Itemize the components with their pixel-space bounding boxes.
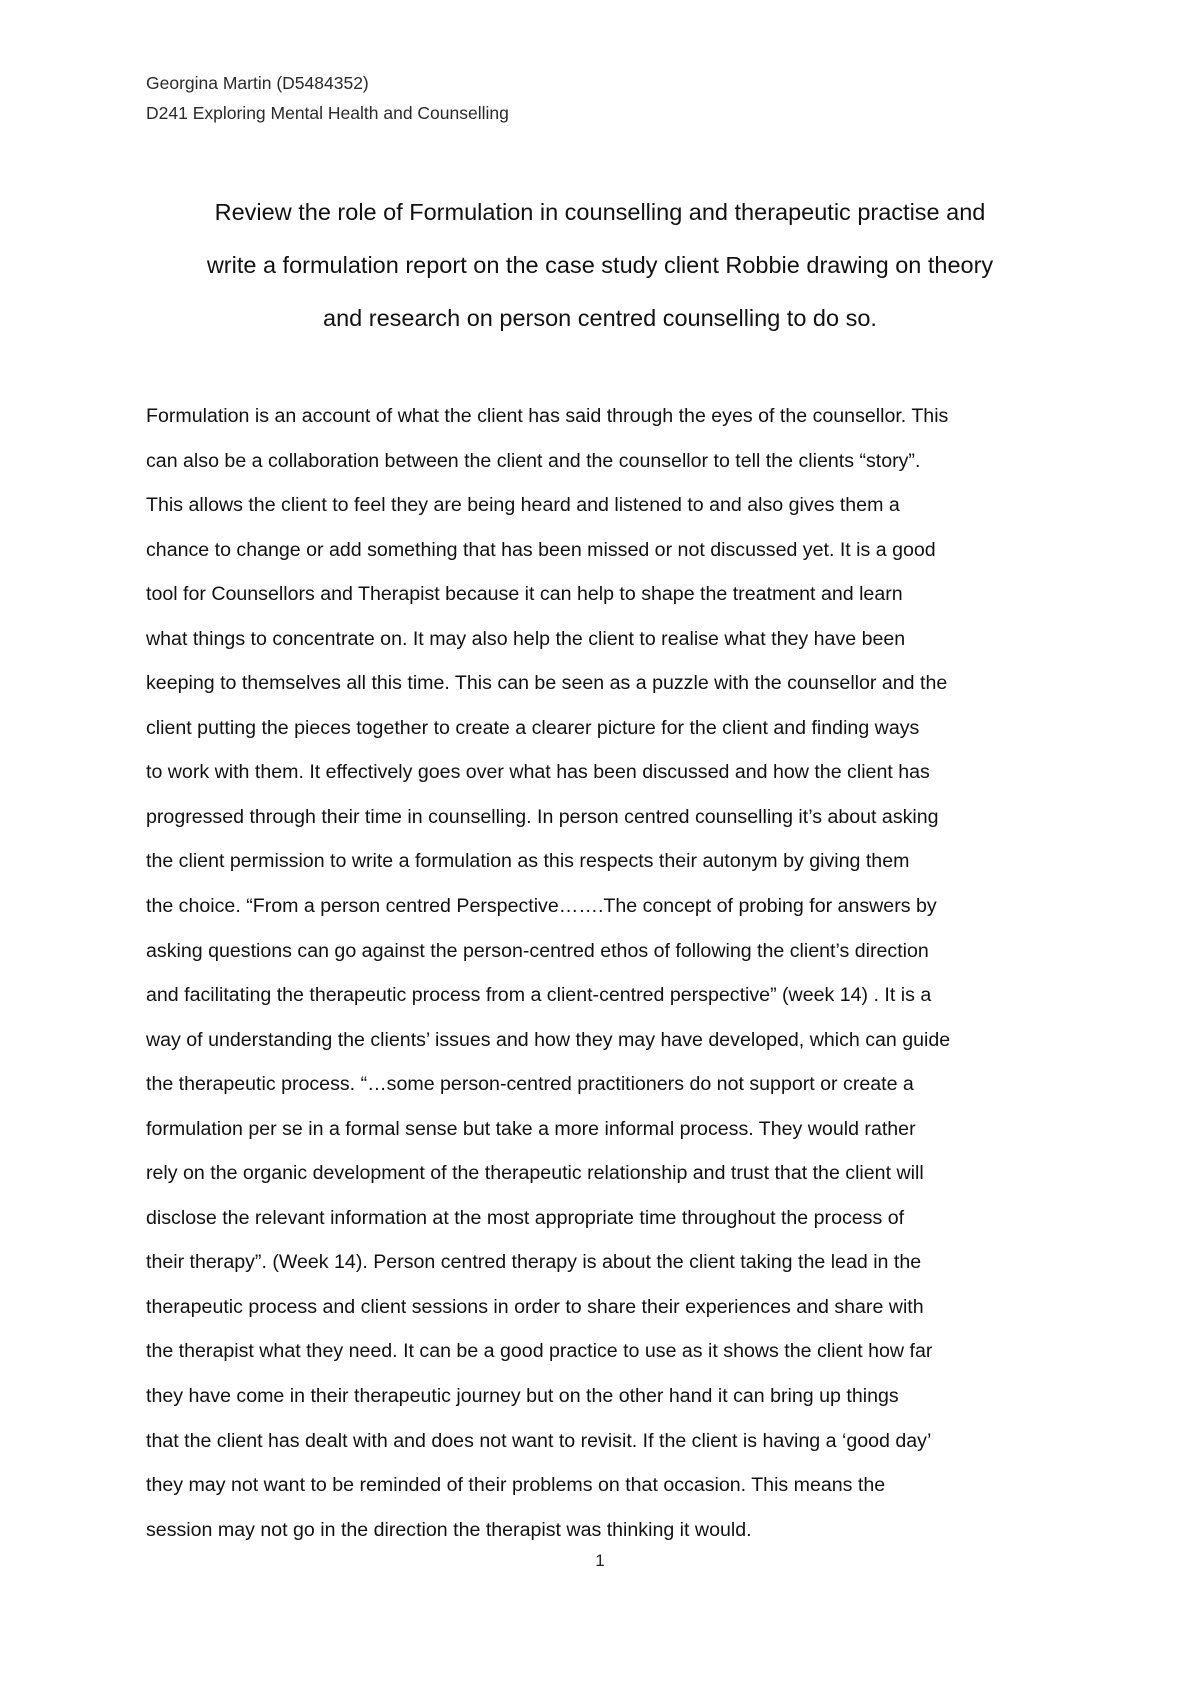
body-line: the therapist what they need. It can be a good practice to use as it shows the client how far [146,1340,933,1363]
body-line: their therapy”. (Week 14). Person centred therapy is about the client taking the lead in the [146,1251,922,1274]
body-line: tool for Counsellors and Therapist because it can help to shape the treatment and learn [146,583,903,606]
author-line: Georgina Martin (D5484352) [146,73,369,93]
body-line: the choice. “From a person centred Perspective…….The concept of probing for answers by [146,895,937,918]
body-line: way of understanding the clients’ issues and how they may have developed, which can guide [146,1028,951,1051]
body-line: client putting the pieces together to create a clearer picture for the client and finding ways [146,716,920,739]
body-line: the therapeutic process. “…some person-centred practitioners do not support or create a [146,1073,914,1096]
body-line: session may not go in the direction the therapist was thinking it would. [146,1518,752,1541]
course-line: D241 Exploring Mental Health and Counselling [146,103,509,123]
body-paragraph [146,394,1076,1552]
body-line: therapeutic process and client sessions in order to share their experiences and share with [146,1295,924,1318]
body-line: progressed through their time in counselling. In person centred counselling it’s about asking [146,805,939,828]
body-line: and facilitating the therapeutic process from a client-centred perspective” (week 14) . It is a [146,984,932,1007]
body-line: they have come in their therapeutic journey but on the other hand it can bring up things [146,1385,899,1408]
body-line: asking questions can go against the person-centred ethos of following the client’s direction [146,939,929,962]
body-line: to work with them. It effectively goes over what has been discussed and how the client has [146,761,930,784]
body-line: the client permission to write a formulation as this respects their autonym by giving them [146,850,910,873]
body-line: can also be a collaboration between the client and the counsellor to tell the clients “story”. [146,449,921,472]
body-line: formulation per se in a formal sense but take a more informal process. They would rather [146,1117,916,1140]
body-line: This allows the client to feel they are being heard and listened to and also gives them a [146,494,900,517]
body-line: they may not want to be reminded of their problems on that occasion. This means the [146,1474,886,1497]
page-number: 1 [595,1551,605,1570]
body-line: chance to change or add something that has been missed or not discussed yet. It is a good [146,538,936,561]
body-line: Formulation is an account of what the client has said through the eyes of the counsellor. This [146,405,949,427]
title-line: write a formulation report on the case study client Robbie drawing on theory [206,252,994,278]
body-line: that the client has dealt with and does not want to revisit. If the client is having a ‘good day’ [146,1429,932,1452]
body-line: what things to concentrate on. It may also help the client to realise what they have been [146,627,906,650]
title-line: and research on person centred counselling to do so. [323,305,877,331]
body-line: keeping to themselves all this time. This can be seen as a puzzle with the counsellor and the [146,672,948,695]
page-header [146,68,846,128]
body-line: rely on the organic development of the therapeutic relationship and trust that the client will [146,1162,924,1185]
essay-title [150,186,1050,345]
title-line: Review the role of Formulation in counselling and therapeutic practise and [214,199,986,225]
body-line: disclose the relevant information at the most appropriate time throughout the process of [146,1206,905,1229]
